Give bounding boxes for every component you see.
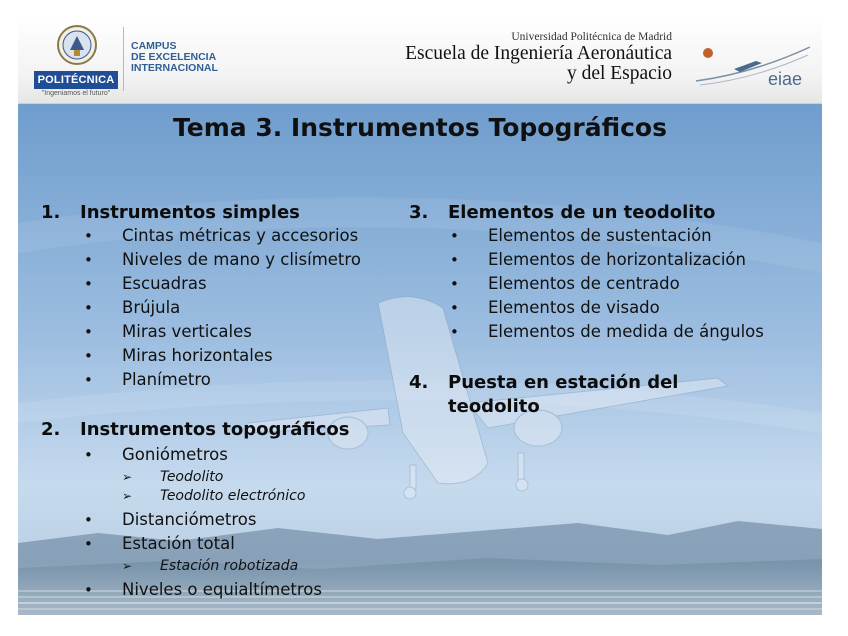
list-item-text: Elementos de medida de ángulos xyxy=(488,322,764,341)
list-item-text: Distanciómetros xyxy=(122,510,257,529)
section-title: Puesta en estación del xyxy=(448,372,679,393)
list-item-text: Escuadras xyxy=(122,274,207,293)
bullet-icon: • xyxy=(84,227,93,245)
section-title: Instrumentos topográficos xyxy=(80,419,350,440)
section-heading xyxy=(409,202,769,224)
section-number: 2. xyxy=(41,419,61,440)
school-name-line2: y del Espacio xyxy=(566,63,672,84)
bullet-icon: • xyxy=(450,227,459,245)
sub-list-item-text: Estación robotizada xyxy=(160,558,299,574)
list-item-text: Goniómetros xyxy=(122,445,228,464)
section-title-line2: teodolito xyxy=(448,396,540,417)
list-item-text: Planímetro xyxy=(122,370,211,389)
bullet-icon: • xyxy=(450,251,459,269)
list-item-text: Estación total xyxy=(122,534,235,553)
school-name: Escuela de Ingeniería Aeronáutica xyxy=(405,43,672,64)
campus-excelencia-label xyxy=(131,41,218,74)
bullet-icon: • xyxy=(84,251,93,269)
bullet-icon: • xyxy=(84,446,93,464)
upm-logo-tagline: "Ingeniamos el futuro" xyxy=(41,90,111,97)
header-bar xyxy=(18,15,822,104)
eiae-logo xyxy=(694,41,812,93)
sub-list-item-text: Teodolito xyxy=(160,469,224,485)
sub-list-item-text: Teodolito electrónico xyxy=(160,488,306,504)
list-item-text: Niveles o equialtímetros xyxy=(122,580,322,599)
bullet-icon: • xyxy=(84,275,93,293)
eiae-label: eiae xyxy=(768,69,803,89)
upm-crest-icon xyxy=(56,24,98,68)
section-title: Instrumentos simples xyxy=(80,202,300,223)
section-heading xyxy=(409,372,769,418)
bullet-icon: • xyxy=(450,299,459,317)
section-title: Elementos de un teodolito xyxy=(448,202,716,223)
bullet-icon: • xyxy=(84,347,93,365)
campus-line: CAMPUS xyxy=(131,40,177,52)
bullet-icon: • xyxy=(84,371,93,389)
bullet-icon: • xyxy=(450,323,459,341)
bullet-icon: • xyxy=(84,299,93,317)
header-divider xyxy=(123,27,124,91)
list-item-text: Brújula xyxy=(122,298,181,317)
list-item-text: Cintas métricas y accesorios xyxy=(122,226,359,245)
school-name-block xyxy=(405,30,672,84)
arrow-bullet-icon: ➢ xyxy=(122,489,133,503)
list-item-text: Elementos de visado xyxy=(488,298,660,317)
upm-logo-label: POLITÉCNICA xyxy=(34,71,118,89)
list-item-text: Niveles de mano y clisímetro xyxy=(122,250,361,269)
arrow-bullet-icon: ➢ xyxy=(122,559,133,573)
arrow-bullet-icon: ➢ xyxy=(122,470,133,484)
list-item-text: Miras verticales xyxy=(122,322,252,341)
section-number: 4. xyxy=(409,372,429,393)
section-number: 1. xyxy=(41,202,61,223)
list-item-text: Elementos de horizontalización xyxy=(488,250,746,269)
section-number: 3. xyxy=(409,202,429,223)
bullet-icon: • xyxy=(84,323,93,341)
slide-title: Tema 3. Instrumentos Topográficos xyxy=(173,113,667,142)
list-item-text: Elementos de sustentación xyxy=(488,226,712,245)
section-heading xyxy=(41,419,401,441)
slide xyxy=(18,15,822,615)
bullet-icon: • xyxy=(84,581,93,599)
campus-line: DE EXCELENCIA xyxy=(131,51,217,63)
list-item-text: Miras horizontales xyxy=(122,346,273,365)
campus-line: INTERNACIONAL xyxy=(131,62,218,74)
bullet-icon: • xyxy=(84,511,93,529)
upm-logo xyxy=(34,24,118,98)
section-heading xyxy=(41,202,381,224)
bullet-icon: • xyxy=(84,535,93,553)
list-item-text: Elementos de centrado xyxy=(488,274,680,293)
university-name: Universidad Politécnica de Madrid xyxy=(511,31,672,43)
bullet-icon: • xyxy=(450,275,459,293)
